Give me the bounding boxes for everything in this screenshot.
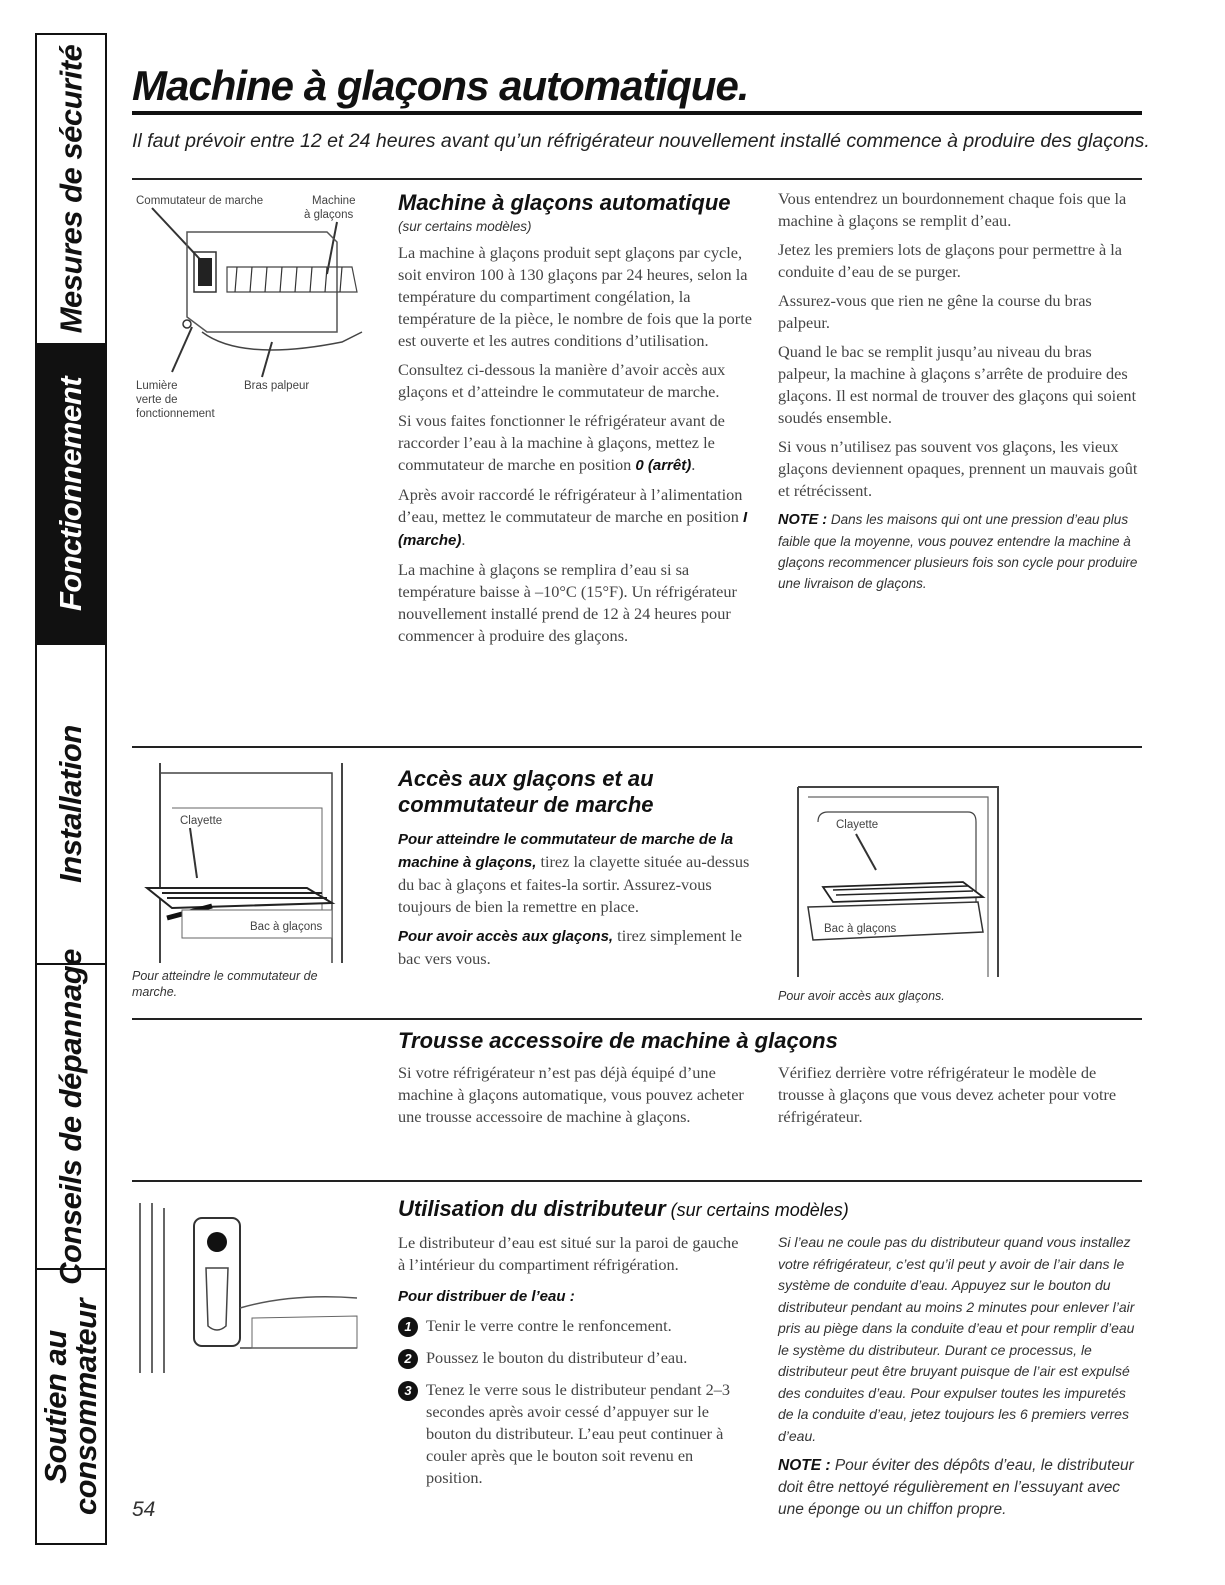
paragraph: Pour avoir accès aux glaçons, tirez simplement le bac vers vous. xyxy=(398,926,742,968)
section-divider xyxy=(132,178,1142,180)
section-divider xyxy=(132,1180,1142,1182)
section1-col2 xyxy=(778,188,1140,601)
shelf-figure-right xyxy=(778,762,1018,982)
fig-label-machine-1: Machine xyxy=(312,195,356,207)
fig-label-light-3: fonctionnement xyxy=(136,408,215,420)
fig-label-switch: Commutateur de marche xyxy=(136,195,264,207)
tab-label: Soutien au consommateur xyxy=(38,1298,103,1515)
section3-col2 xyxy=(778,1062,1140,1135)
paragraph: La machine à glaçons produit sept glaçons par cycle, soit environ 100 à 130 glaçons par 24 heures, selon la température du compartiment congélation, la température de la pièce, le nombre de fois que la porte est ouverte et les autres conditions d’utilisation. xyxy=(398,243,752,350)
paragraph: Le distributeur d’eau est situé sur la paroi de gauche à l’intérieur du compartiment réfrigération. xyxy=(398,1233,739,1274)
fig-label-light-2: verte de xyxy=(136,394,178,406)
shelf-figure-left xyxy=(132,758,354,968)
paragraph: Vous entendrez un bourdonnement chaque fois que la machine à glaçons se remplit d’eau. xyxy=(778,189,1127,230)
list-item: 1 Tenir le verre contre le renfoncement. xyxy=(398,1315,748,1337)
fig-label-shelf: Clayette xyxy=(836,819,879,831)
page-title: Machine à glaçons automatique. xyxy=(132,62,749,109)
note: NOTE : Dans les maisons qui ont une pression d’eau plus faible que la moyenne, vous pouvez entendre la machine à glaçons recommencer plusieurs fois son cycle pour produire une livraison de glaçons. xyxy=(778,512,1138,591)
dispenser-figure xyxy=(132,1198,372,1378)
fig-label-light-1: Lumière xyxy=(136,380,178,392)
section3-col1 xyxy=(398,1062,753,1135)
step-number-icon: 3 xyxy=(398,1381,418,1401)
section1-subheading: (sur certains modèles) xyxy=(398,219,532,234)
paragraph: Vérifiez derrière votre réfrigérateur le modèle de trousse à glaçons que vous devez acheter pour votre réfrigérateur. xyxy=(778,1063,1117,1126)
tab-label: Mesures de sécurité xyxy=(53,44,88,334)
section4-col2 xyxy=(778,1232,1140,1528)
section4-heading: Utilisation du distributeur (sur certains modèles) xyxy=(398,1196,849,1221)
tab-label: Installation xyxy=(53,725,89,883)
tab-operation[interactable] xyxy=(37,345,105,645)
ice-maker-figure xyxy=(132,192,377,437)
section3-heading: Trousse accessoire de machine à glaçons xyxy=(398,1028,838,1053)
fig-label-machine-2: à glaçons xyxy=(304,209,354,221)
section2-heading: Accès aux glaçons et au commutateur de marche xyxy=(398,766,654,817)
note: NOTE : Pour éviter des dépôts d’eau, le distributeur doit être nettoyé régulièrement en l’essuyant avec une éponge ou un chiffon propre. xyxy=(778,1457,1134,1518)
steps-list xyxy=(398,1315,748,1489)
tab-safety[interactable] xyxy=(37,35,105,345)
section4-col1 xyxy=(398,1232,748,1499)
section2-text xyxy=(398,828,763,977)
paragraph: Pour atteindre le commutateur de marche de la machine à glaçons, tirez la clayette située au-dessus du bac à glaçons et faites-la sortir. Assurez-vous toujours de bien la remettre en place. xyxy=(398,831,750,916)
fig-label-bin: Bac à glaçons xyxy=(250,921,323,933)
paragraph: Si vous faites fonctionner le réfrigérateur avant de raccorder l’eau à la machine à glaçons, mettez le commutateur de marche en position 0 (arrêt). xyxy=(398,411,725,474)
tab-installation[interactable] xyxy=(37,645,105,965)
steps-heading: Pour distribuer de l’eau : xyxy=(398,1288,575,1305)
page-subtitle: Il faut prévoir entre 12 et 24 heures avant qu’un réfrigérateur nouvellement installé commence à produire des glaçons. xyxy=(132,130,1150,152)
section1-col1 xyxy=(398,242,758,654)
paragraph: Consultez ci-dessous la manière d’avoir accès aux glaçons et d’atteindre le commutateur de marche. xyxy=(398,360,726,401)
paragraph: Si vous n’utilisez pas souvent vos glaçons, les vieux glaçons deviennent opaques, prennent un mauvais goût et rétrécissent. xyxy=(778,437,1138,500)
paragraph: Quand le bac se remplit jusqu’au niveau du bras palpeur, la machine à glaçons s’arrête de produire des glaçons. Il est normal de trouver des glaçons qui soient soudés ensemble. xyxy=(778,342,1137,427)
section-divider xyxy=(132,1018,1142,1020)
title-rule xyxy=(132,111,1142,115)
caption-right: Pour avoir accès aux glaçons. xyxy=(778,989,945,1003)
list-item: 3 Tenez le verre sous le distributeur pendant 2–3 secondes après avoir cessé d’appuyer sur le bouton du distributeur. L’eau peut continuer à couler après que le bouton soit revenu en position. xyxy=(398,1379,748,1489)
tab-consumer-support[interactable] xyxy=(37,1270,105,1543)
caption-left: Pour atteindre le commutateur de marche. xyxy=(132,969,318,999)
fig-label-bin: Bac à glaçons xyxy=(824,923,897,935)
list-item: 2 Poussez le bouton du distributeur d’eau. xyxy=(398,1347,748,1369)
side-navigation xyxy=(35,33,107,1545)
step-number-icon: 2 xyxy=(398,1349,418,1369)
paragraph: Après avoir raccordé le réfrigérateur à l’alimentation d’eau, mettez le commutateur de marche en position I (marche). xyxy=(398,485,748,549)
paragraph: Jetez les premiers lots de glaçons pour permettre à la conduite d’eau de se purger. xyxy=(778,240,1123,281)
step-number-icon: 1 xyxy=(398,1317,418,1337)
fig-label-arm: Bras palpeur xyxy=(244,380,310,392)
tab-label: Fonctionnement xyxy=(53,376,89,612)
tab-label: Conseils de dépannage xyxy=(53,948,89,1285)
section-divider xyxy=(132,746,1142,748)
paragraph: Si votre réfrigérateur n’est pas déjà équipé d’une machine à glaçons automatique, vous pouvez acheter une trousse accessoire de machine à glaçons. xyxy=(398,1063,744,1126)
note-italic: Si l’eau ne coule pas du distributeur quand vous installez votre réfrigérateur, c’est qu’il peut y avoir de l’air dans le système de conduite d’eau. Appuyez sur le bouton du distributeur pendant au moins 2 minutes pour enlever l’air pris au piège dans la conduite d’eau et pour remplir d’eau le système du distributeur. Durant ce processus, le distributeur peut être bruyant puisque de l’air est expulsé des conduites d’eau. Pour expulser toutes les impuretés de la conduite d’eau, jetez toujours les 6 premiers verres d’eau. xyxy=(778,1234,1135,1444)
paragraph: Assurez-vous que rien ne gêne la course du bras palpeur. xyxy=(778,291,1092,332)
fig-label-shelf: Clayette xyxy=(180,815,223,827)
tab-troubleshooting[interactable] xyxy=(37,948,105,1285)
paragraph: La machine à glaçons se remplira d’eau si sa température baisse à –10°C (15°F). Un réfrigérateur nouvellement installé prend de 12 à 24 heures pour commencer à produire des glaçons. xyxy=(398,560,737,645)
section1-heading: Machine à glaçons automatique xyxy=(398,190,731,215)
page-number: 54 xyxy=(132,1498,156,1521)
